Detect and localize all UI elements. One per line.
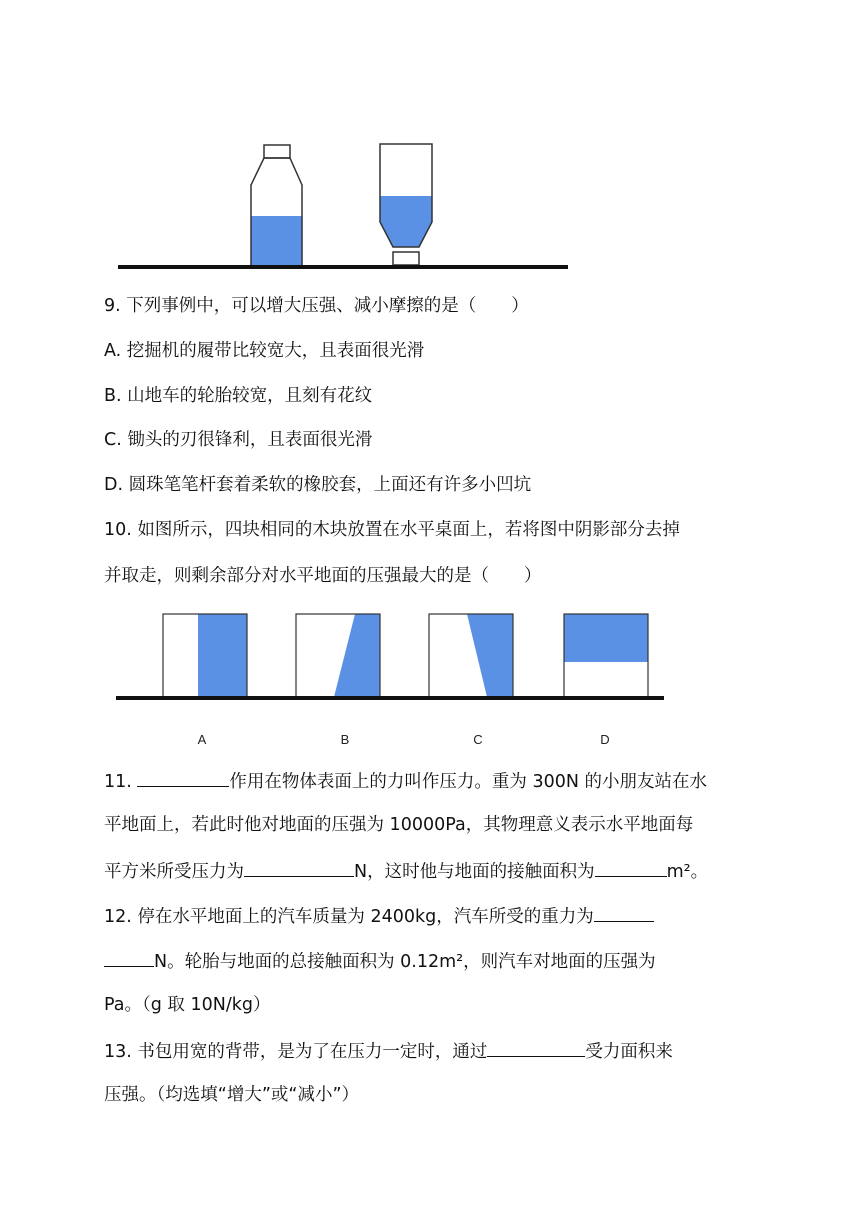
q10-stem-line1: 10. 如图所示，四块相同的木块放置在水平桌面上，若将图中阴影部分去掉: [104, 520, 680, 540]
q12-line2: [104, 948, 656, 974]
q11-blank-1[interactable]: [137, 768, 229, 787]
block-b: [296, 614, 380, 697]
q11-text-1: 作用在物体表面上的力叫作压力。重为 300N 的小朋友站在水: [229, 772, 708, 792]
q13-line1: [104, 1038, 673, 1064]
q11-blank-3[interactable]: [595, 858, 667, 877]
q11-number: 11.: [104, 772, 132, 792]
q12-line1: [104, 903, 654, 929]
q11-text-5: m²。: [666, 862, 709, 882]
q9-option-a: A. 挖掘机的履带比较宽大，且表面很光滑: [104, 341, 425, 361]
q10-stem-line2: 并取走，则剩余部分对水平地面的压强最大的是（ ）: [104, 566, 542, 586]
q13-line2: 压强。（均选填“增大”或“减小”）: [104, 1085, 360, 1105]
q12-line3: Pa。（g 取 10N/kg）: [104, 995, 271, 1015]
q12-blank-1a[interactable]: [594, 903, 654, 922]
inverted-bottle-liquid: [380, 196, 432, 247]
label-c: C: [473, 732, 483, 747]
block-c: [429, 614, 513, 697]
q13-text-2: 受力面积来: [585, 1042, 673, 1062]
inverted-bottle: [380, 144, 432, 265]
label-d: D: [600, 732, 610, 747]
q9-option-b: B. 山地车的轮胎较宽，且刻有花纹: [104, 386, 373, 406]
upright-bottle: [251, 145, 302, 266]
bottles-figure: [0, 0, 860, 290]
upright-bottle-liquid: [251, 216, 302, 266]
q11-text-4: N，这时他与地面的接触面积为: [354, 862, 595, 882]
q13-blank-1[interactable]: [487, 1038, 585, 1057]
q9-option-c: C. 锄头的刃很锋利，且表面很光滑: [104, 430, 373, 450]
q11-line1: [104, 768, 707, 794]
q12-text-2: N。轮胎与地面的总接触面积为 0.12m²，则汽车对地面的压强为: [154, 952, 656, 972]
q11-text-3: 平方米所受压力为: [104, 862, 244, 882]
blocks-figure: [0, 600, 860, 760]
q11-line3: [104, 858, 708, 884]
q12-text-1: 12. 停在水平地面上的汽车质量为 2400kg，汽车所受的重力为: [104, 907, 594, 927]
table-line: [116, 696, 664, 700]
q11-blank-2[interactable]: [244, 858, 354, 877]
q12-blank-1b[interactable]: [104, 948, 154, 967]
label-b: B: [340, 732, 350, 747]
block-d: [564, 614, 648, 697]
q13-text-1: 13. 书包用宽的背带，是为了在压力一定时，通过: [104, 1042, 488, 1062]
ground-line: [118, 265, 568, 269]
label-a: A: [197, 732, 207, 747]
q9-option-d: D. 圆珠笔笔杆套着柔软的橡胶套，上面还有许多小凹坑: [104, 475, 532, 495]
q9-stem: 9. 下列事例中，可以增大压强、减小摩擦的是（ ）: [104, 296, 529, 316]
q11-line2: 平地面上，若此时他对地面的压强为 10000Pa，其物理意义表示水平地面每: [104, 815, 694, 835]
block-a: [163, 614, 247, 697]
